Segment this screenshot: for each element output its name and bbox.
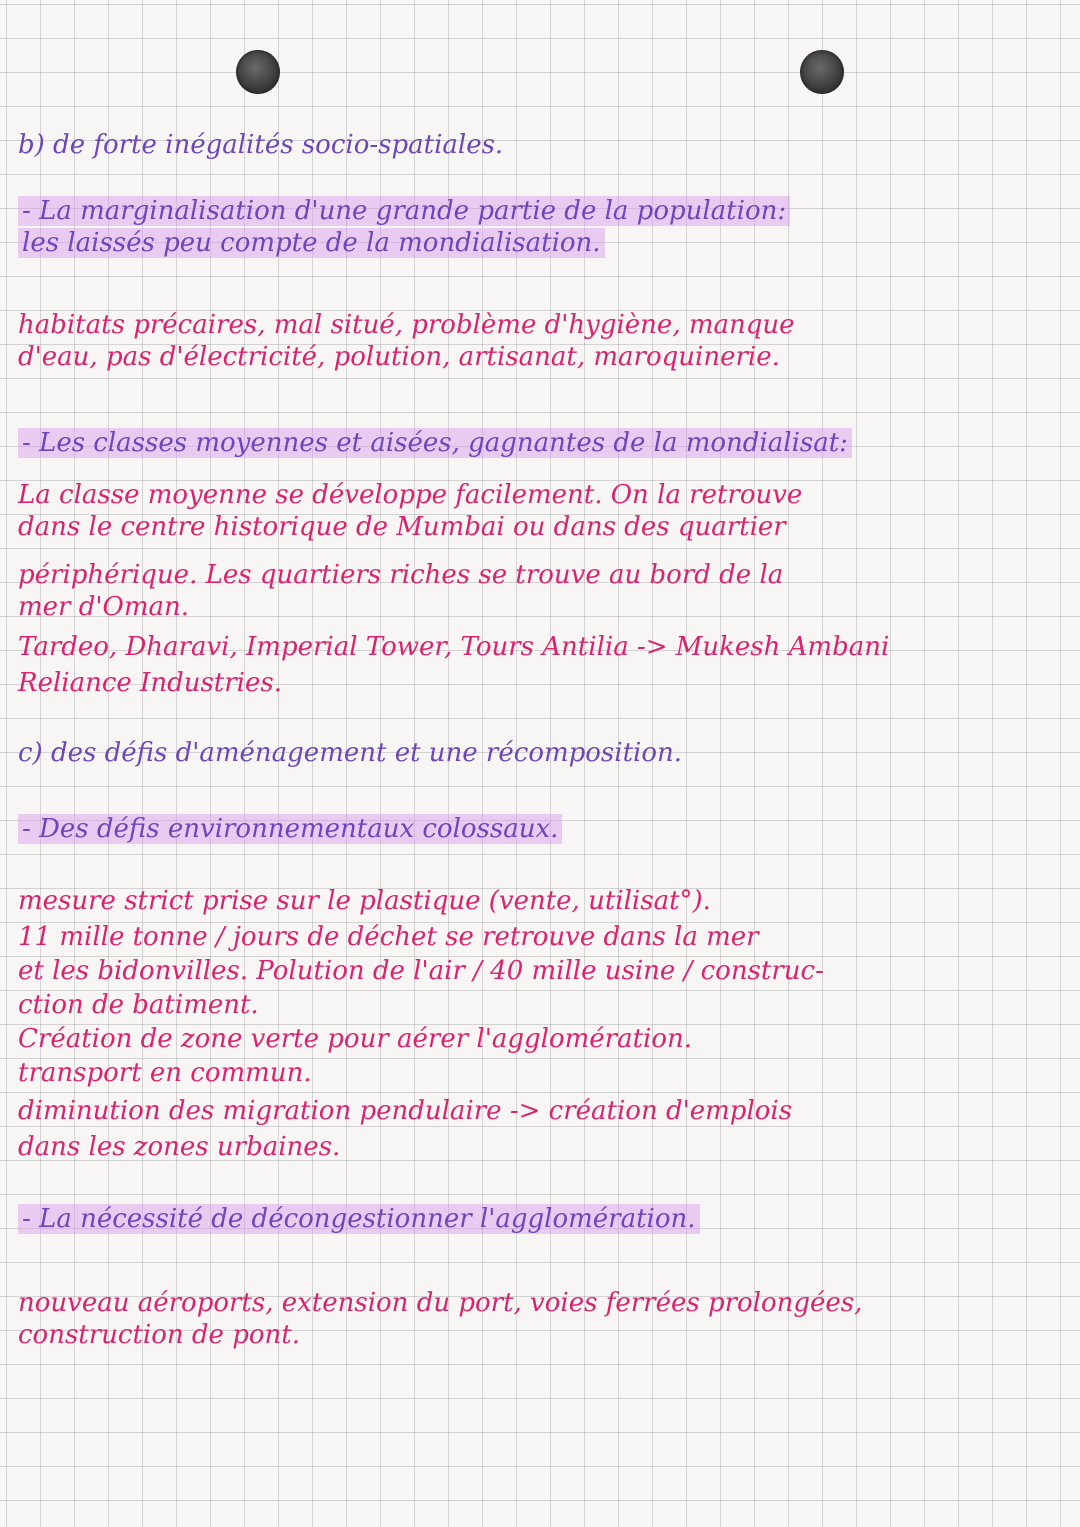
note-line: ction de batiment. (18, 990, 259, 1020)
punch-hole-left (236, 50, 280, 94)
note-line: construction de pont. (18, 1320, 300, 1350)
punch-hole-right (800, 50, 844, 94)
note-line: périphérique. Les quartiers riches se trouve au bord de la (18, 560, 784, 590)
note-line: d'eau, pas d'électricité, polution, artisanat, maroquinerie. (18, 342, 780, 372)
subheading-marginalisation-cont: les laissés peu compte de la mondialisation. (18, 228, 605, 258)
note-line: diminution des migration pendulaire -> création d'emplois (18, 1096, 793, 1126)
note-line: habitats précaires, mal situé, problème d'hygiène, manque (18, 310, 795, 340)
note-line: dans le centre historique de Mumbai ou dans des quartier (18, 512, 786, 542)
note-line: La classe moyenne se développe facilement. On la retrouve (18, 480, 803, 510)
note-line: mesure strict prise sur le plastique (vente, utilisat°). (18, 886, 711, 916)
subheading-defis: - Des défis environnementaux colossaux. (18, 814, 562, 844)
note-line: Création de zone verte pour aérer l'agglomération. (18, 1024, 693, 1054)
note-line: mer d'Oman. (18, 592, 190, 622)
note-line: nouveau aéroports, extension du port, voies ferrées prolongées, (18, 1288, 863, 1318)
note-line: et les bidonvilles. Polution de l'air / 40 mille usine / construc- (18, 956, 824, 986)
section-heading-c: c) des défis d'aménagement et une récomposition. (18, 738, 683, 768)
subheading-marginalisation: - La marginalisation d'une grande partie de la population: (18, 196, 790, 226)
subheading-decongestion: - La nécessité de décongestionner l'agglomération. (18, 1204, 700, 1234)
subheading-classes: - Les classes moyennes et aisées, gagnantes de la mondialisat: (18, 428, 852, 458)
note-line: 11 mille tonne / jours de déchet se retrouve dans la mer (18, 922, 759, 952)
note-line: Tardeo, Dharavi, Imperial Tower, Tours Antilia -> Mukesh Ambani (18, 632, 890, 662)
note-line: dans les zones urbaines. (18, 1132, 341, 1162)
note-line: transport en commun. (18, 1058, 312, 1088)
section-heading-b: b) de forte inégalités socio-spatiales. (18, 130, 504, 160)
note-line: Reliance Industries. (18, 668, 282, 698)
